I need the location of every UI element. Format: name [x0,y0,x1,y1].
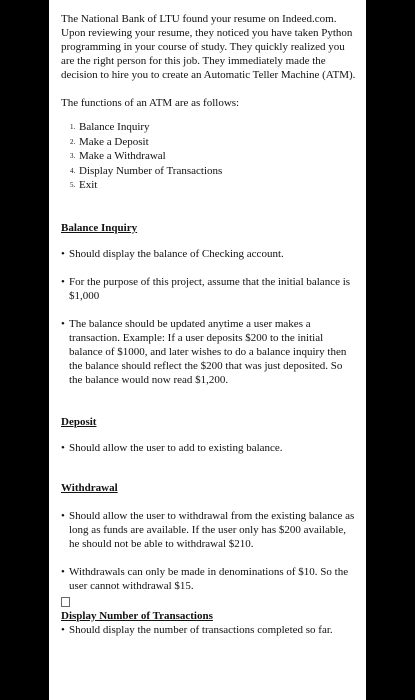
list-number: 5. [70,181,76,189]
functions-label: The functions of an ATM are as follows: [61,97,240,109]
list-item [70,120,357,135]
bullet-item [61,623,357,637]
document-content [61,12,357,637]
bullet-item [61,565,357,593]
list-item [70,149,357,164]
list-item-label: Exit [79,179,98,191]
bullet-text: For the purpose of this project, assume that the initial balance is $1,000 [69,275,351,302]
bullet-dot: • [61,247,65,260]
empty-box-icon [61,597,70,607]
list-item-label: Make a Deposit [79,135,149,148]
list-item [70,135,357,150]
bullet-dot: • [61,509,65,522]
list-item [70,164,357,179]
intro-paragraph: The National Bank of LTU found your resume on Indeed.com. Upon reviewing your resume, they noticed you have taken Python programming in your course of study. They quickly realized you are the right person for this job. They immediately made the decision to hire you to create an Automatic Teller Machine (ATM). [61,13,356,81]
bullet-item [61,509,357,551]
bullet-text: Withdrawals can only be made in denominations of $10. So the user cannot withdrawal $15. [69,565,349,592]
document-page [49,0,366,700]
section-heading-transactions: Display Number of Transactions [61,609,213,622]
list-item [70,178,357,193]
bullet-dot: • [61,623,65,636]
bullet-text: Should allow the user to add to existing balance. [69,441,283,454]
list-number: 2. [70,137,76,146]
bullet-text: Should allow the user to withdrawal from the existing balance as long as funds are available. If the user only has $200 available, he should not be able to withdrawal $210. [69,509,355,550]
bullet-dot: • [61,565,65,578]
placeholder-row [61,597,357,607]
section-heading-deposit: Deposit [61,415,97,428]
bullet-text: Should display the balance of Checking account. [69,247,284,260]
bullet-dot: • [61,441,65,454]
section-heading-withdrawal: Withdrawal [61,481,118,494]
bullet-item [61,317,357,387]
bullet-dot: • [61,275,65,288]
bullet-text: Should display the number of transactions completed so far. [69,623,333,636]
section-heading-balance-inquiry: Balance Inquiry [61,221,138,234]
list-number: 3. [70,152,76,160]
list-number: 1. [70,123,76,131]
list-item-label: Display Number of Transactions [79,164,223,177]
list-item-label: Balance Inquiry [79,121,150,133]
list-number: 4. [70,166,76,175]
bullet-text: The balance should be updated anytime a user makes a transaction. Example: If a user deposits $200 to the initial balance of $1000, and later wishes to do a balance inquiry then the balance should reflect the $200 that was just deposited. So the balance would now read $1,200. [69,317,347,386]
bullet-item [61,275,357,303]
bullet-item [61,247,357,261]
bullet-item [61,441,357,455]
bullet-dot: • [61,317,65,330]
functions-list [61,120,357,193]
list-item-label: Make a Withdrawal [79,150,166,162]
